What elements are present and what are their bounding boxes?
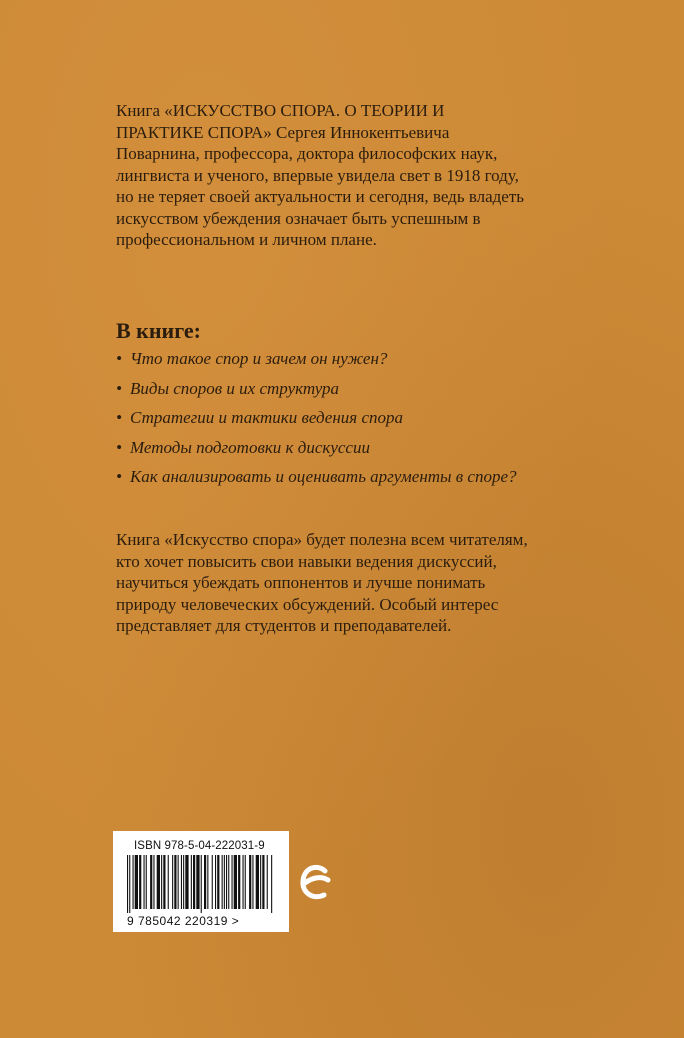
- barcode-bar: [161, 855, 162, 909]
- barcode-bar: [207, 855, 208, 909]
- eksmo-e-logo-icon: [298, 862, 332, 902]
- list-item-text: Стратегии и тактики ведения спора: [130, 408, 403, 427]
- barcode-bar: [163, 855, 165, 909]
- barcode-bar: [260, 855, 261, 909]
- barcode-bar: [127, 855, 128, 913]
- barcode-bar: [191, 855, 192, 909]
- barcode-bar: [224, 855, 225, 909]
- barcode-bar: [157, 855, 160, 909]
- bullet-icon: •: [116, 467, 122, 486]
- barcode-bar: [252, 855, 253, 909]
- barcode-bar: [193, 855, 195, 909]
- barcode-bar: [185, 855, 188, 909]
- list-item-text: Как анализировать и оценивать аргументы в споре?: [130, 467, 517, 486]
- barcode-bar: [212, 855, 213, 909]
- barcode-bar: [181, 855, 182, 909]
- barcode-bar: [249, 855, 251, 909]
- bullet-icon: •: [116, 349, 122, 368]
- barcode-bar: [168, 855, 169, 909]
- barcode-bar: [183, 855, 184, 909]
- barcode-bar: [228, 855, 229, 909]
- list-item: [116, 348, 536, 370]
- bullet-icon: •: [116, 378, 122, 398]
- barcode-bar: [215, 855, 216, 909]
- barcode-bar: [172, 855, 173, 909]
- barcode-bar: [201, 855, 202, 913]
- barcode-box: [113, 831, 289, 932]
- barcode-bar: [146, 855, 147, 909]
- isbn-label: ISBN 978-5-04-222031-9: [134, 840, 265, 852]
- list-item: [116, 437, 536, 459]
- bullet-icon: •: [116, 408, 122, 427]
- barcode-bar: [153, 855, 154, 909]
- barcode-number: 9 785042 220319 >: [127, 914, 240, 928]
- barcode-bar: [129, 855, 130, 913]
- bullet-icon: •: [116, 437, 122, 457]
- in-book-heading: В книге:: [116, 318, 201, 343]
- list-item: [116, 407, 536, 429]
- barcode-bar: [232, 855, 233, 909]
- list-item-text: Что такое спор и зачем он нужен?: [130, 349, 388, 368]
- intro-paragraph: Книга «ИСКУССТВО СПОРА. О ТЕОРИИ И ПРАКТИКЕ СПОРА» Сергея Иннокентьевича Поварнина, профессора, доктора философских наук, лингвиста и ученого, впервые увидела свет в 1918 году, но не теряет своей актуальности и сегодня, ведь владеть искусством убеждения означает быть успешным в профессиональном и личном плане.: [116, 101, 525, 249]
- barcode-bar: [133, 855, 134, 909]
- outro-paragraph: Книга «Искусство спора» будет полезна всем читателям, кто хочет повысить свои навыки ведения дискуссий, научиться убеждать оппонентов и лучше понимать природу человеческих обсуждений. Особый интерес представляет для студентов и преподавателей.: [116, 530, 528, 635]
- barcode-bar: [144, 855, 145, 909]
- barcode-bar: [135, 855, 138, 909]
- barcode-bar: [234, 855, 237, 909]
- barcode-bar: [262, 855, 264, 909]
- barcode-bar: [204, 855, 206, 909]
- list-item: [116, 466, 536, 488]
- barcode-bar: [256, 855, 259, 909]
- in-book-list: [116, 348, 536, 496]
- barcode-bar: [238, 855, 240, 909]
- barcode-bar: [217, 855, 219, 909]
- list-item-text: Виды споров и их структура: [130, 378, 340, 398]
- barcode-bar: [226, 855, 227, 909]
- barcode-bars: [127, 855, 277, 913]
- barcode-bar: [196, 855, 199, 909]
- barcode-bar: [139, 855, 141, 909]
- barcode-bar: [222, 855, 223, 909]
- barcode-bar: [178, 855, 179, 909]
- barcode-bar: [267, 855, 268, 909]
- list-item-text: Методы подготовки к дискуссии: [130, 437, 370, 457]
- barcode-bar: [150, 855, 152, 909]
- barcode-bar: [245, 855, 246, 909]
- barcode-bar: [174, 855, 176, 909]
- barcode-bar: [243, 855, 244, 909]
- barcode-bar: [271, 855, 272, 913]
- list-item: [116, 378, 536, 400]
